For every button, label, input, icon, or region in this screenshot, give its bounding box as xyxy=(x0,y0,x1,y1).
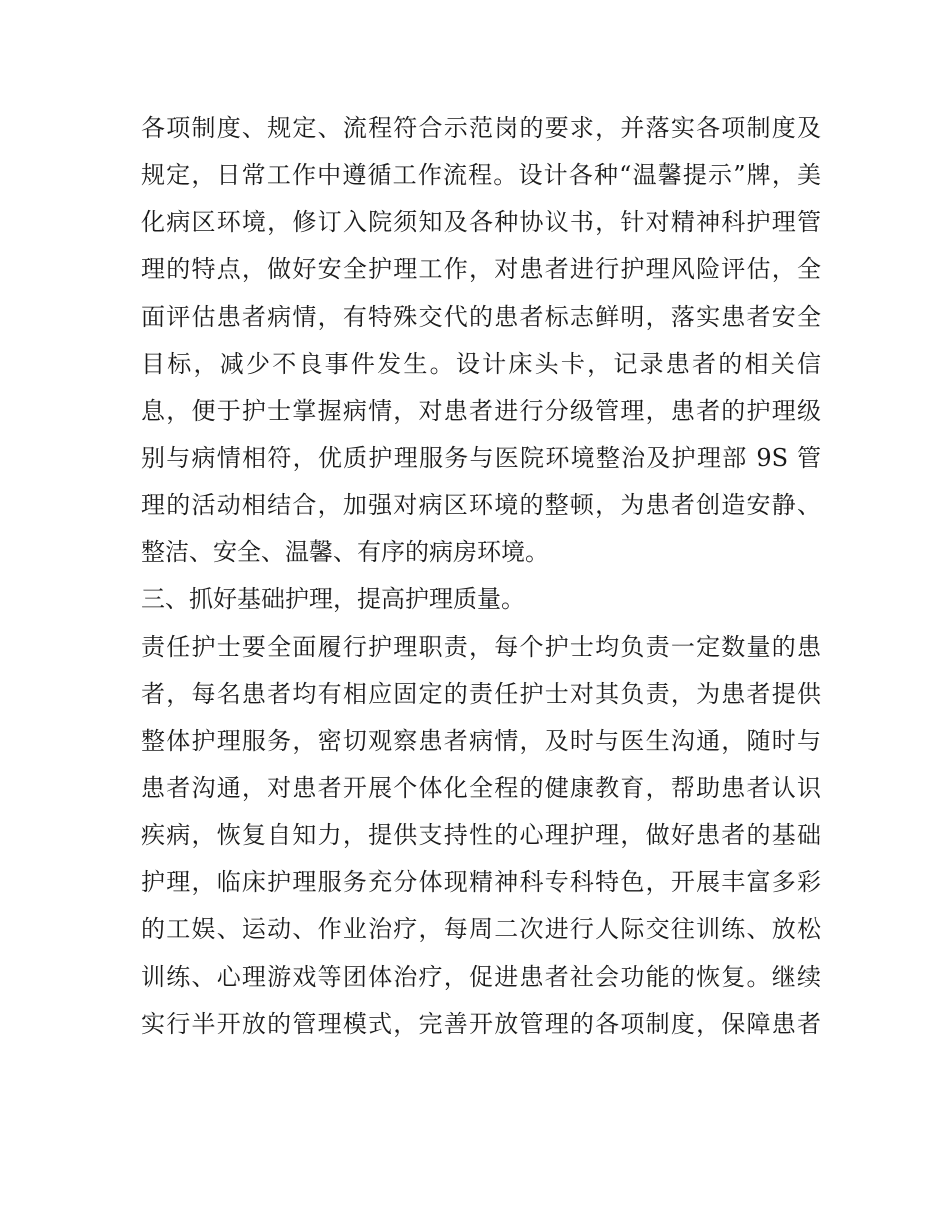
text-line: 理的特点，做好安全护理工作，对患者进行护理风险评估，全 xyxy=(141,255,821,284)
text-line: 整体护理服务，密切观察患者病情，及时与医生沟通，随时与 xyxy=(141,726,821,755)
text-line: 的工娱、运动、作业治疗，每周二次进行人际交往训练、放松 xyxy=(141,915,821,944)
text-line: 患者沟通，对患者开展个体化全程的健康教育，帮助患者认识 xyxy=(141,773,821,802)
text-line: 息，便于护士掌握病情，对患者进行分级管理，患者的护理级 xyxy=(141,396,821,425)
text-line: 各项制度、规定、流程符合示范岗的要求，并落实各项制度及 xyxy=(141,114,821,142)
text-line: 化病区环境，修订入院须知及各种协议书，针对精神科护理管 xyxy=(141,208,821,237)
text-line: 别与病情相符，优质护理服务与医院环境整治及护理部 9S 管 xyxy=(141,443,821,472)
text-line: 目标，减少不良事件发生。设计床头卡，记录患者的相关信 xyxy=(141,349,821,378)
text-line: 整洁、安全、温馨、有序的病房环境。 xyxy=(141,538,549,567)
text-line: 疾病，恢复自知力，提供支持性的心理护理，做好患者的基础 xyxy=(141,821,821,850)
section-heading: 三、抓好基础护理，提高护理质量。 xyxy=(141,585,525,614)
text-line: 者，每名患者均有相应固定的责任护士对其负责，为患者提供 xyxy=(141,679,821,708)
text-line: 实行半开放的管理模式，完善开放管理的各项制度，保障患者 xyxy=(141,1009,821,1038)
text-line: 规定，日常工作中遵循工作流程。设计各种“温馨提示”牌，美 xyxy=(141,161,821,190)
text-line: 护理，临床护理服务充分体现精神科专科特色，开展丰富多彩 xyxy=(141,868,821,897)
body-text xyxy=(141,108,821,1051)
text-line: 面评估患者病情，有特殊交代的患者标志鲜明，落实患者安全 xyxy=(141,302,821,331)
text-line: 理的活动相结合，加强对病区环境的整顿，为患者创造安静、 xyxy=(141,491,821,520)
text-line: 训练、心理游戏等团体治疗，促进患者社会功能的恢复。继续 xyxy=(141,962,821,991)
text-line: 责任护士要全面履行护理职责，每个护士均负责一定数量的患 xyxy=(141,632,821,661)
